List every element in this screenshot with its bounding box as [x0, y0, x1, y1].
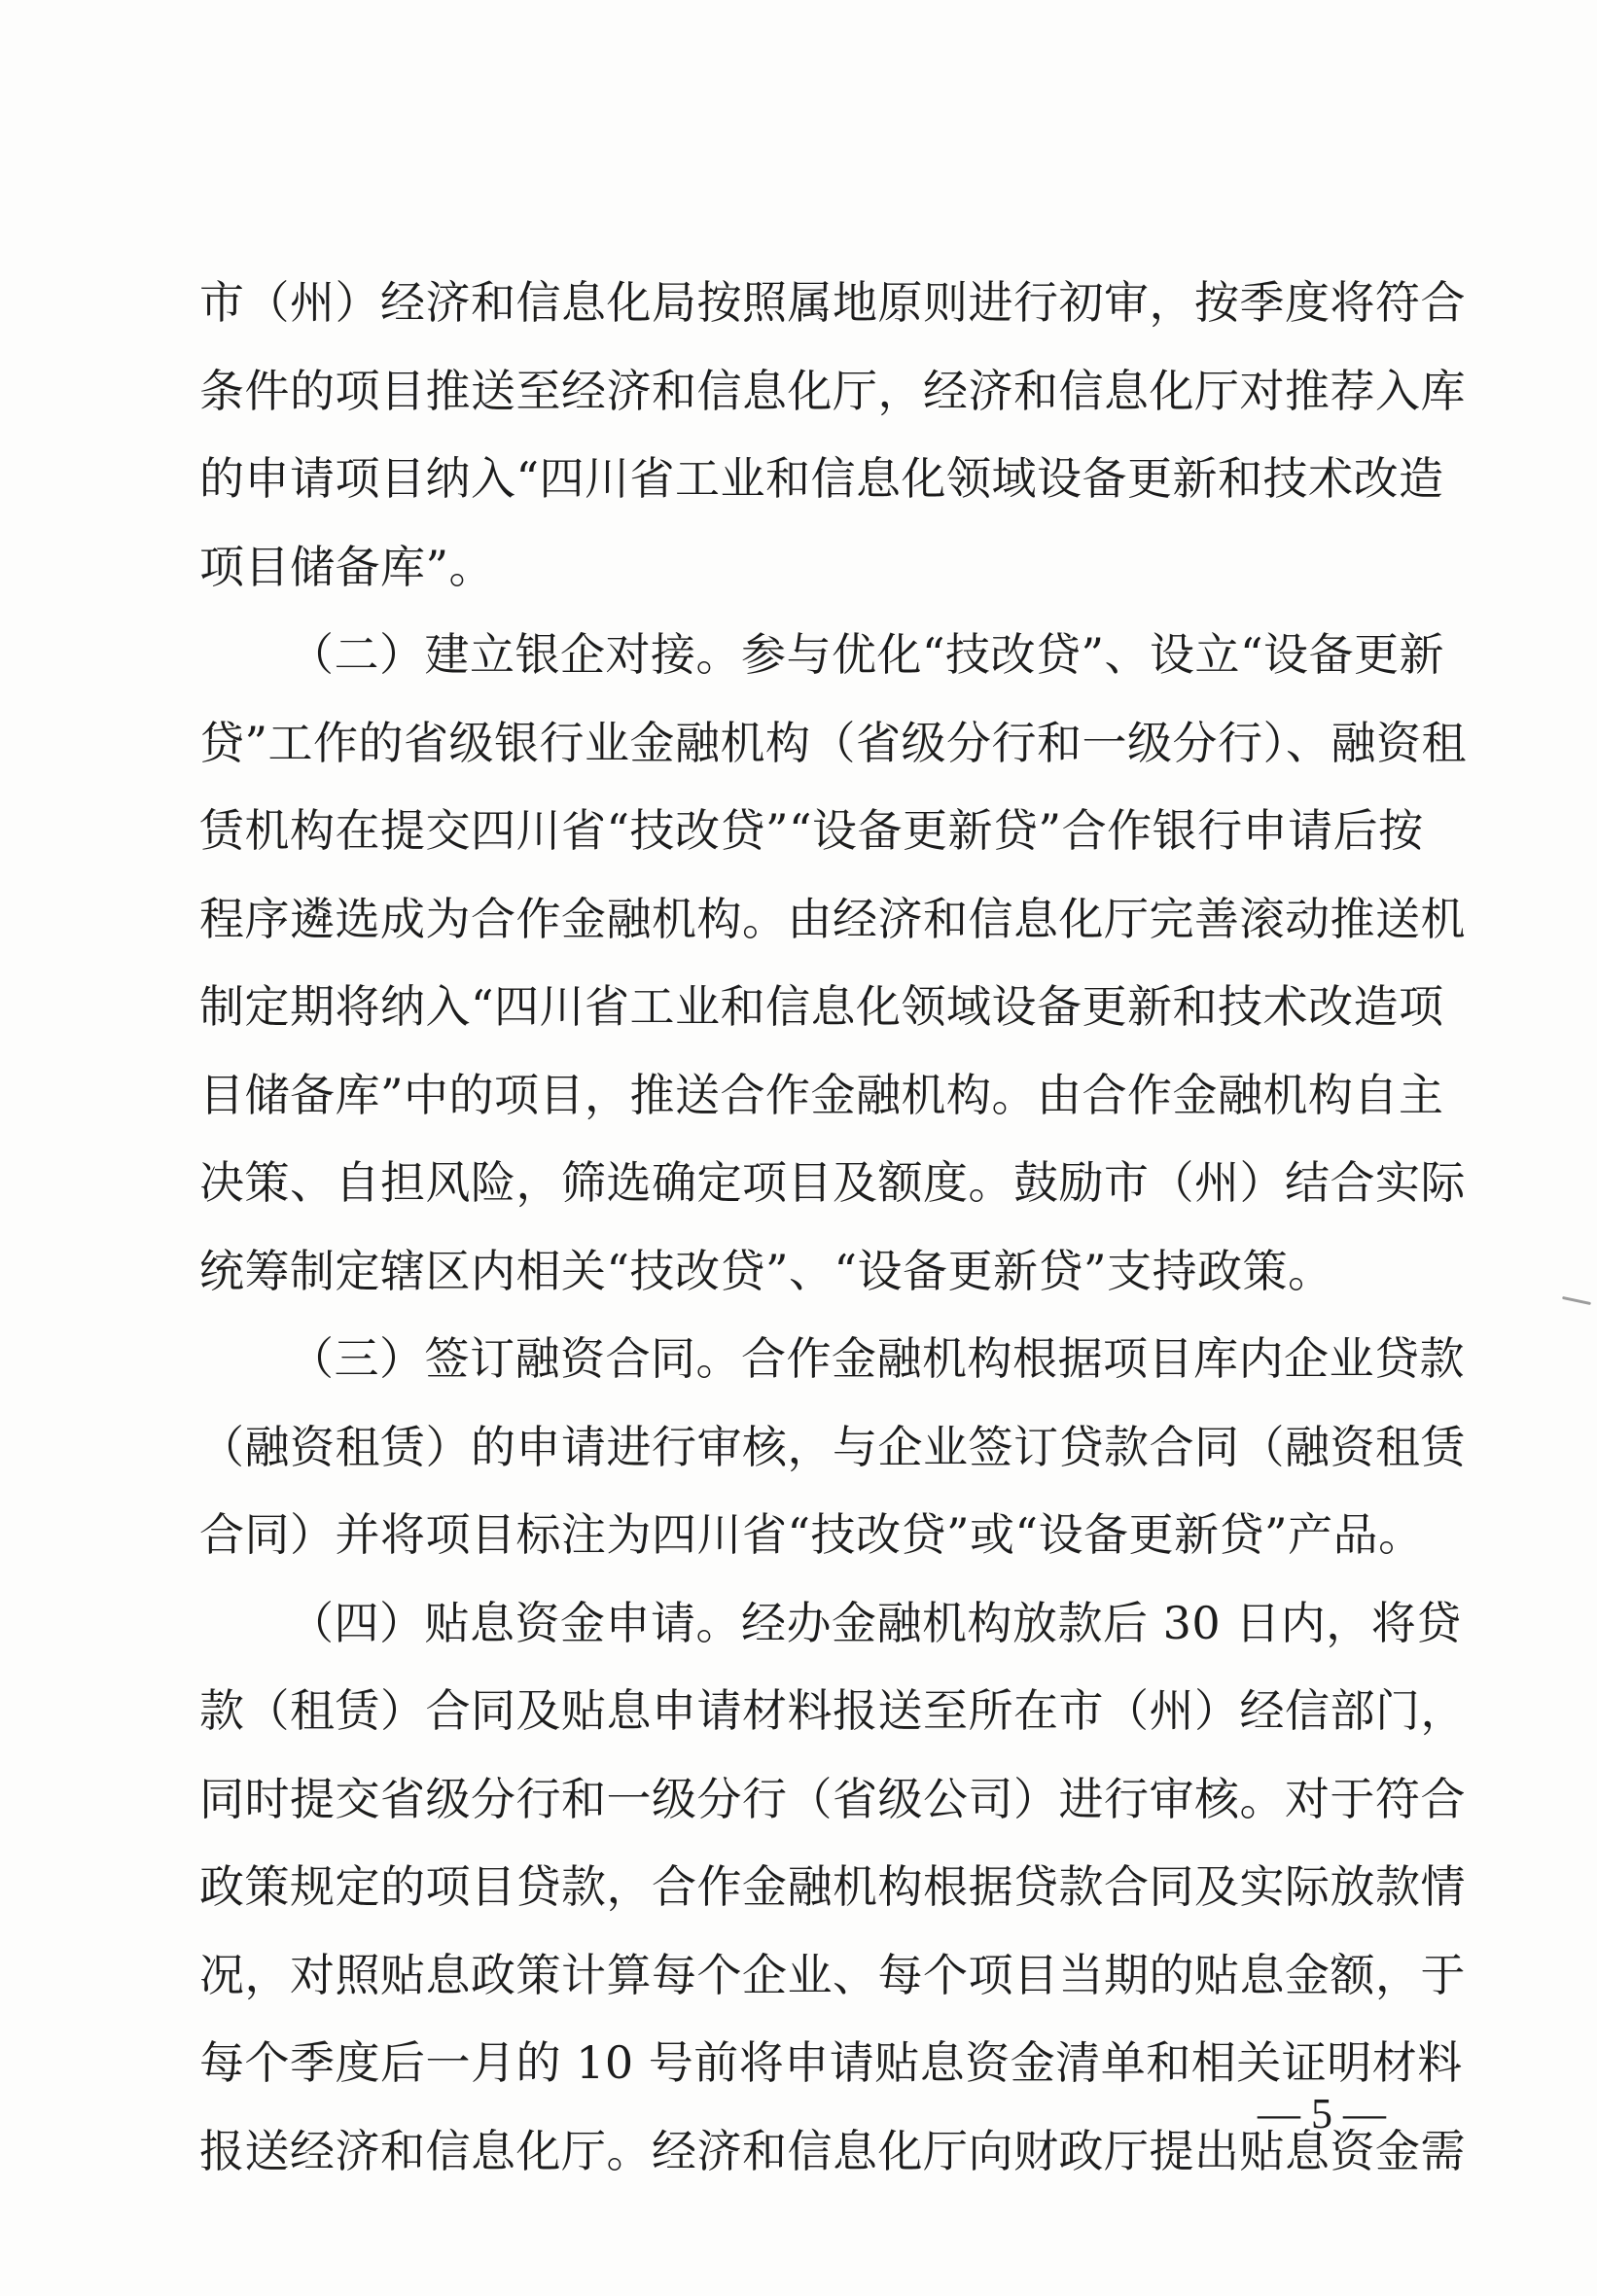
- text-line: 贷”工作的省级银行业金融机构（省级分行和一级分行）、融资租: [199, 716, 1468, 769]
- text-line: 统筹制定辖区内相关“技改贷”、“设备更新贷”支持政策。: [199, 1244, 1333, 1297]
- text-line: （三）签订融资合同。合作金融机构根据项目库内企业贷款: [289, 1332, 1465, 1385]
- text-line: 同时提交省级分行和一级分行（省级公司）进行审核。对于符合: [199, 1772, 1466, 1825]
- text-line: 每个季度后一月的 10 号前将申请贴息资金清单和相关证明材料: [199, 2036, 1463, 2089]
- text-line: 的申请项目纳入“四川省工业和信息化领域设备更新和技术改造: [199, 452, 1444, 505]
- text-line: 项目储备库”。: [199, 540, 495, 593]
- text-line: 款（租赁）合同及贴息申请材料报送至所在市（州）经信部门，: [199, 1684, 1466, 1737]
- text-line: 制定期将纳入“四川省工业和信息化领域设备更新和技术改造项: [199, 980, 1444, 1033]
- text-line: 政策规定的项目贷款，合作金融机构根据贷款合同及实际放款情: [199, 1860, 1466, 1913]
- scan-mark: [1562, 1296, 1591, 1305]
- text-line: 赁机构在提交四川省“技改贷”“设备更新贷”合作银行申请后按: [199, 804, 1424, 857]
- body-text: [199, 259, 1468, 2195]
- text-line: 合同）并将项目标注为四川省“技改贷”或“设备更新贷”产品。: [199, 1508, 1424, 1561]
- text-line: （融资租赁）的申请进行审核，与企业签订贷款合同（融资租赁: [199, 1420, 1466, 1473]
- text-line: 报送经济和信息化厅。经济和信息化厅向财政厅提出贴息资金需: [199, 2124, 1466, 2177]
- text-line: 条件的项目推送至经济和信息化厅，经济和信息化厅对推荐入库: [199, 364, 1466, 417]
- text-line: 市（州）经济和信息化局按照属地原则进行初审，按季度将符合: [199, 276, 1466, 329]
- page-number: — 5 —: [1258, 2090, 1386, 2137]
- text-line: （四）贴息资金申请。经办金融机构放款后 30 日内，将贷: [289, 1596, 1462, 1649]
- text-line: 况，对照贴息政策计算每个企业、每个项目当期的贴息金额，于: [199, 1948, 1466, 2001]
- text-line: 决策、自担风险，筛选确定项目及额度。鼓励市（州）结合实际: [199, 1156, 1466, 1209]
- text-line: （二）建立银企对接。参与优化“技改贷”、设立“设备更新: [289, 628, 1445, 681]
- text-line: 程序遴选成为合作金融机构。由经济和信息化厅完善滚动推送机: [199, 892, 1466, 945]
- text-line: 目储备库”中的项目，推送合作金融机构。由合作金融机构自主: [199, 1068, 1444, 1121]
